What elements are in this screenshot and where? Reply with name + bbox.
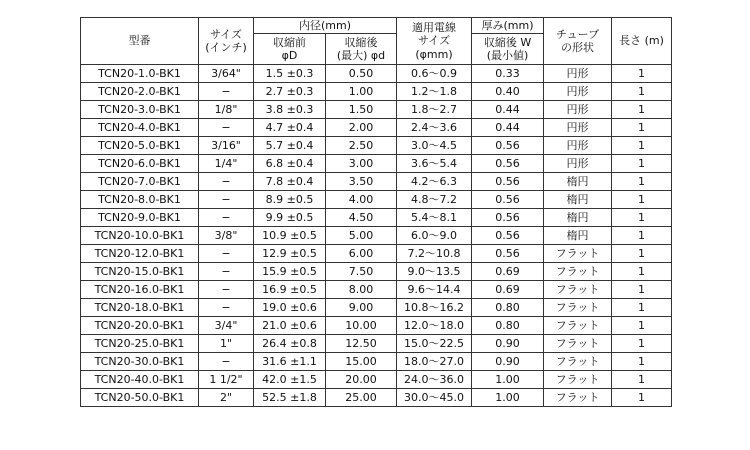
cell-thickness: 0.56 <box>472 227 544 245</box>
header-shrink-after <box>326 34 397 65</box>
cell-shrink-after: 2.00 <box>326 119 397 137</box>
table-row <box>81 65 672 83</box>
cell-wire-size: 4.8〜7.2 <box>397 191 472 209</box>
cell-model: TCN20-7.0-BK1 <box>81 173 199 191</box>
cell-length: 1 <box>612 137 672 155</box>
cell-thickness: 0.40 <box>472 83 544 101</box>
cell-tube-shape: フラット <box>544 245 612 263</box>
cell-thickness: 0.56 <box>472 155 544 173</box>
cell-wire-size: 15.0〜22.5 <box>397 335 472 353</box>
cell-thickness: 0.56 <box>472 173 544 191</box>
cell-wire-size: 4.2〜6.3 <box>397 173 472 191</box>
cell-wire-size: 9.0〜13.5 <box>397 263 472 281</box>
cell-shrink-before: 16.9 ±0.5 <box>254 281 326 299</box>
table-row <box>81 173 672 191</box>
cell-wire-size: 12.0〜18.0 <box>397 317 472 335</box>
cell-shrink-after: 1.50 <box>326 101 397 119</box>
cell-length: 1 <box>612 191 672 209</box>
cell-thickness: 0.56 <box>472 245 544 263</box>
cell-size: 3/4" <box>199 317 254 335</box>
cell-tube-shape: 楕円 <box>544 227 612 245</box>
cell-length: 1 <box>612 299 672 317</box>
cell-shrink-after: 10.00 <box>326 317 397 335</box>
cell-shrink-after: 1.00 <box>326 83 397 101</box>
table-row <box>81 155 672 173</box>
cell-shrink-before: 6.8 ±0.4 <box>254 155 326 173</box>
cell-tube-shape: フラット <box>544 335 612 353</box>
cell-shrink-before: 52.5 ±1.8 <box>254 389 326 407</box>
cell-shrink-before: 2.7 ±0.3 <box>254 83 326 101</box>
cell-model: TCN20-8.0-BK1 <box>81 191 199 209</box>
cell-model: TCN20-6.0-BK1 <box>81 155 199 173</box>
cell-shrink-before: 7.8 ±0.4 <box>254 173 326 191</box>
cell-length: 1 <box>612 155 672 173</box>
table-body <box>81 65 672 407</box>
table-row <box>81 371 672 389</box>
cell-length: 1 <box>612 389 672 407</box>
cell-wire-size: 0.6〜0.9 <box>397 65 472 83</box>
cell-shrink-after: 6.00 <box>326 245 397 263</box>
table-row <box>81 209 672 227</box>
cell-length: 1 <box>612 119 672 137</box>
cell-model: TCN20-12.0-BK1 <box>81 245 199 263</box>
cell-shrink-after: 20.00 <box>326 371 397 389</box>
cell-shrink-before: 19.0 ±0.6 <box>254 299 326 317</box>
cell-shrink-before: 8.9 ±0.5 <box>254 191 326 209</box>
cell-thickness: 0.44 <box>472 119 544 137</box>
cell-size: − <box>199 119 254 137</box>
cell-tube-shape: フラット <box>544 299 612 317</box>
header-size-line1: サイズ <box>209 27 243 41</box>
table-row <box>81 137 672 155</box>
table-row <box>81 83 672 101</box>
header-wire-line3: (φmm) <box>415 47 453 61</box>
header-length: 長さ (m) <box>612 18 672 65</box>
cell-model: TCN20-4.0-BK1 <box>81 119 199 137</box>
cell-size: − <box>199 263 254 281</box>
cell-model: TCN20-16.0-BK1 <box>81 281 199 299</box>
cell-shrink-before: 3.8 ±0.3 <box>254 101 326 119</box>
header-size <box>199 18 254 65</box>
cell-tube-shape: フラット <box>544 389 612 407</box>
cell-shrink-before: 12.9 ±0.5 <box>254 245 326 263</box>
cell-shrink-after: 12.50 <box>326 335 397 353</box>
table-row <box>81 281 672 299</box>
cell-model: TCN20-25.0-BK1 <box>81 335 199 353</box>
header-tube-shape <box>544 18 612 65</box>
header-wire-size <box>397 18 472 65</box>
cell-shrink-after: 2.50 <box>326 137 397 155</box>
cell-length: 1 <box>612 101 672 119</box>
cell-thickness: 0.56 <box>472 137 544 155</box>
cell-shrink-before: 15.9 ±0.5 <box>254 263 326 281</box>
table-row <box>81 317 672 335</box>
spec-table <box>80 17 672 407</box>
cell-tube-shape: 円形 <box>544 83 612 101</box>
header-wire-line2: サイズ <box>417 34 451 48</box>
cell-thickness: 0.69 <box>472 281 544 299</box>
cell-thickness: 0.90 <box>472 335 544 353</box>
cell-size: 1 1/2" <box>199 371 254 389</box>
cell-size: 1/4" <box>199 155 254 173</box>
cell-size: − <box>199 281 254 299</box>
cell-length: 1 <box>612 227 672 245</box>
cell-size: 3/64" <box>199 65 254 83</box>
cell-length: 1 <box>612 281 672 299</box>
cell-wire-size: 3.6〜5.4 <box>397 155 472 173</box>
cell-length: 1 <box>612 263 672 281</box>
cell-thickness: 0.56 <box>472 191 544 209</box>
cell-model: TCN20-10.0-BK1 <box>81 227 199 245</box>
table-row <box>81 191 672 209</box>
cell-length: 1 <box>612 371 672 389</box>
cell-wire-size: 30.0〜45.0 <box>397 389 472 407</box>
header-thickness: 厚み(mm) <box>472 18 544 34</box>
cell-shrink-before: 42.0 ±1.5 <box>254 371 326 389</box>
cell-shrink-after: 7.50 <box>326 263 397 281</box>
cell-model: TCN20-3.0-BK1 <box>81 101 199 119</box>
cell-tube-shape: 楕円 <box>544 209 612 227</box>
cell-tube-shape: 円形 <box>544 119 612 137</box>
cell-length: 1 <box>612 83 672 101</box>
cell-thickness: 0.69 <box>472 263 544 281</box>
header-before-line1: 収縮前 <box>273 35 306 49</box>
header-after-line2: (最大) φd <box>336 49 386 62</box>
header-after-line1: 収縮後 <box>344 35 378 49</box>
cell-shrink-after: 0.50 <box>326 65 397 83</box>
cell-length: 1 <box>612 65 672 83</box>
cell-size: 2" <box>199 389 254 407</box>
cell-tube-shape: フラット <box>544 353 612 371</box>
header-size-line2: (インチ) <box>205 41 247 54</box>
header-model: 型番 <box>81 18 199 65</box>
cell-model: TCN20-20.0-BK1 <box>81 317 199 335</box>
table-row <box>81 227 672 245</box>
cell-size: − <box>199 299 254 317</box>
table-row <box>81 119 672 137</box>
cell-tube-shape: フラット <box>544 317 612 335</box>
header-thickness-sub <box>472 34 544 65</box>
cell-wire-size: 6.0〜9.0 <box>397 227 472 245</box>
cell-tube-shape: 円形 <box>544 137 612 155</box>
cell-length: 1 <box>612 209 672 227</box>
cell-wire-size: 1.2〜1.8 <box>397 83 472 101</box>
cell-thickness: 0.44 <box>472 101 544 119</box>
cell-thickness: 0.56 <box>472 209 544 227</box>
cell-tube-shape: フラット <box>544 263 612 281</box>
cell-size: 3/8" <box>199 227 254 245</box>
cell-shrink-after: 15.00 <box>326 353 397 371</box>
cell-size: − <box>199 173 254 191</box>
header-before-line2: φD <box>281 49 298 62</box>
cell-model: TCN20-9.0-BK1 <box>81 209 199 227</box>
cell-wire-size: 2.4〜3.6 <box>397 119 472 137</box>
table-row <box>81 389 672 407</box>
cell-tube-shape: 円形 <box>544 155 612 173</box>
cell-thickness: 1.00 <box>472 389 544 407</box>
cell-wire-size: 18.0〜27.0 <box>397 353 472 371</box>
cell-wire-size: 7.2〜10.8 <box>397 245 472 263</box>
header-tube-line2: の形状 <box>561 41 595 54</box>
cell-thickness: 1.00 <box>472 371 544 389</box>
cell-tube-shape: フラット <box>544 281 612 299</box>
cell-model: TCN20-40.0-BK1 <box>81 371 199 389</box>
cell-length: 1 <box>612 245 672 263</box>
cell-thickness: 0.33 <box>472 65 544 83</box>
header-thickness-line1: 収縮後 W <box>483 35 532 49</box>
cell-shrink-before: 21.0 ±0.6 <box>254 317 326 335</box>
table-row <box>81 299 672 317</box>
cell-model: TCN20-2.0-BK1 <box>81 83 199 101</box>
cell-wire-size: 5.4〜8.1 <box>397 209 472 227</box>
cell-size: − <box>199 245 254 263</box>
cell-shrink-after: 4.00 <box>326 191 397 209</box>
cell-model: TCN20-18.0-BK1 <box>81 299 199 317</box>
header-wire-line1: 適用電線 <box>412 21 457 35</box>
cell-tube-shape: 円形 <box>544 101 612 119</box>
cell-length: 1 <box>612 335 672 353</box>
cell-wire-size: 3.0〜4.5 <box>397 137 472 155</box>
cell-shrink-after: 3.00 <box>326 155 397 173</box>
header-shrink-before <box>254 34 326 65</box>
cell-tube-shape: 円形 <box>544 65 612 83</box>
cell-tube-shape: 楕円 <box>544 173 612 191</box>
table-row <box>81 263 672 281</box>
header-thickness-line2: (最小値) <box>486 49 529 62</box>
cell-wire-size: 9.6〜14.4 <box>397 281 472 299</box>
cell-shrink-before: 1.5 ±0.3 <box>254 65 326 83</box>
cell-wire-size: 1.8〜2.7 <box>397 101 472 119</box>
cell-shrink-after: 4.50 <box>326 209 397 227</box>
cell-size: − <box>199 83 254 101</box>
cell-shrink-before: 4.7 ±0.4 <box>254 119 326 137</box>
table-row <box>81 335 672 353</box>
cell-shrink-before: 10.9 ±0.5 <box>254 227 326 245</box>
cell-shrink-after: 9.00 <box>326 299 397 317</box>
cell-shrink-before: 5.7 ±0.4 <box>254 137 326 155</box>
header-inner-diameter: 内径(mm) <box>254 18 397 34</box>
cell-length: 1 <box>612 353 672 371</box>
cell-size: − <box>199 191 254 209</box>
cell-wire-size: 24.0〜36.0 <box>397 371 472 389</box>
header-tube-line1: チューブ <box>555 27 600 41</box>
cell-size: 1" <box>199 335 254 353</box>
cell-size: − <box>199 353 254 371</box>
table-row <box>81 101 672 119</box>
cell-tube-shape: 楕円 <box>544 191 612 209</box>
cell-thickness: 0.80 <box>472 299 544 317</box>
cell-model: TCN20-30.0-BK1 <box>81 353 199 371</box>
cell-model: TCN20-15.0-BK1 <box>81 263 199 281</box>
cell-length: 1 <box>612 317 672 335</box>
cell-wire-size: 10.8〜16.2 <box>397 299 472 317</box>
cell-shrink-after: 3.50 <box>326 173 397 191</box>
cell-model: TCN20-50.0-BK1 <box>81 389 199 407</box>
cell-shrink-after: 8.00 <box>326 281 397 299</box>
cell-thickness: 0.90 <box>472 353 544 371</box>
cell-thickness: 0.80 <box>472 317 544 335</box>
cell-shrink-before: 9.9 ±0.5 <box>254 209 326 227</box>
cell-shrink-before: 26.4 ±0.8 <box>254 335 326 353</box>
cell-tube-shape: フラット <box>544 371 612 389</box>
cell-shrink-after: 5.00 <box>326 227 397 245</box>
cell-size: 3/16" <box>199 137 254 155</box>
cell-model: TCN20-5.0-BK1 <box>81 137 199 155</box>
cell-size: − <box>199 209 254 227</box>
cell-size: 1/8" <box>199 101 254 119</box>
cell-model: TCN20-1.0-BK1 <box>81 65 199 83</box>
table-row <box>81 353 672 371</box>
cell-shrink-before: 31.6 ±1.1 <box>254 353 326 371</box>
cell-length: 1 <box>612 173 672 191</box>
cell-shrink-after: 25.00 <box>326 389 397 407</box>
table-row <box>81 245 672 263</box>
